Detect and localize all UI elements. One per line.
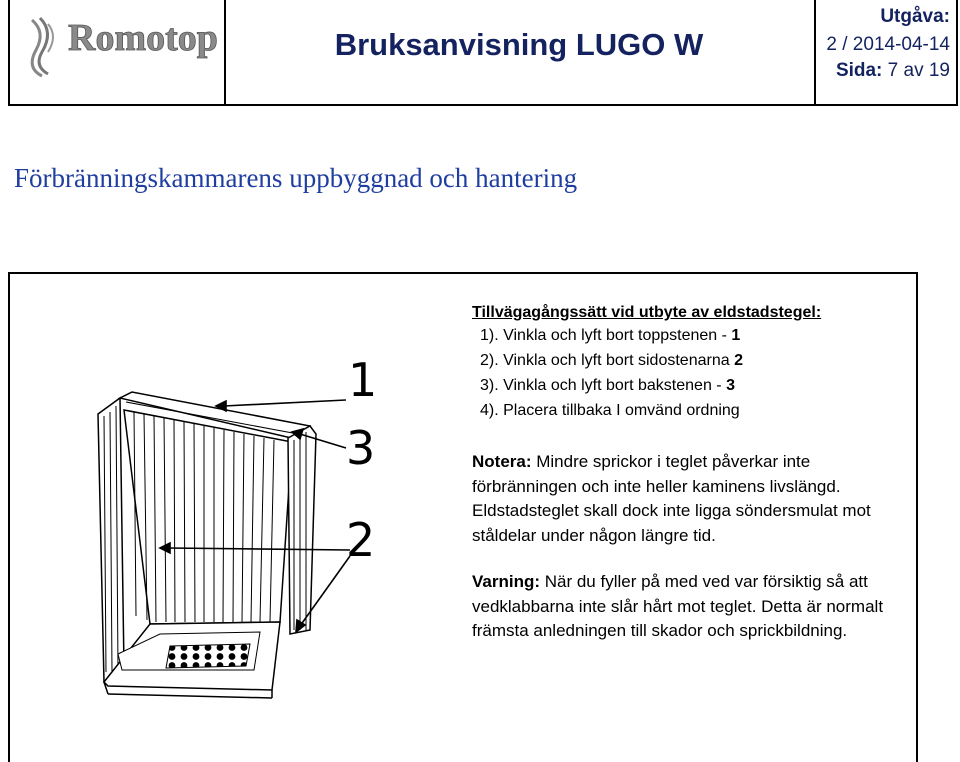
romotop-logo (10, 0, 224, 104)
note-paragraph: Notera: Mindre sprickor i teglet påverkar inte förbränningen och inte heller kaminens livslängd. Eldstadsteglet skall dock inte ligga söndersmulat mot ståldelar under någon längre tid. (472, 452, 871, 545)
instructions (472, 304, 912, 425)
step-4: 4). Placera tillbaka I omvänd ordning (480, 402, 740, 419)
document-title: Bruksanvisning LUGO W (334, 27, 704, 62)
edition-label: Utgåva: (880, 6, 950, 27)
step-2: 2). Vinkla och lyft bort sidostenarna 2 (480, 352, 743, 369)
firebox-drawing (10, 274, 470, 762)
logo-cell (10, 0, 226, 104)
callout-1: 1 (348, 353, 378, 407)
page-indicator: Sida: 7 av 19 (835, 60, 950, 81)
section-title: Förbränningskammarens uppbyggnad och hantering (14, 163, 578, 193)
warning-paragraph: Varning: När du fyller på med ved var försiktig så att vedklabbarna inte slår hårt mot teglet. Detta är normalt främsta anledningen till skador och sprickbildning. (472, 572, 884, 640)
instructions-heading: Tillvägagångssätt vid utbyte av eldstadstegel: (472, 304, 822, 321)
step-1: 1). Vinkla och lyft bort toppstenen - 1 (480, 327, 741, 344)
page-header (8, 0, 958, 106)
callout-2: 2 (346, 513, 376, 567)
figure-box (8, 272, 918, 762)
callout-3: 3 (346, 421, 376, 475)
meta-cell (814, 0, 958, 104)
svg-text:Romotop: Romotop (68, 17, 218, 59)
edition-value: 2 / 2014-04-14 (826, 34, 950, 55)
title-cell (224, 0, 816, 104)
step-3: 3). Vinkla och lyft bort bakstenen - 3 (480, 377, 735, 394)
